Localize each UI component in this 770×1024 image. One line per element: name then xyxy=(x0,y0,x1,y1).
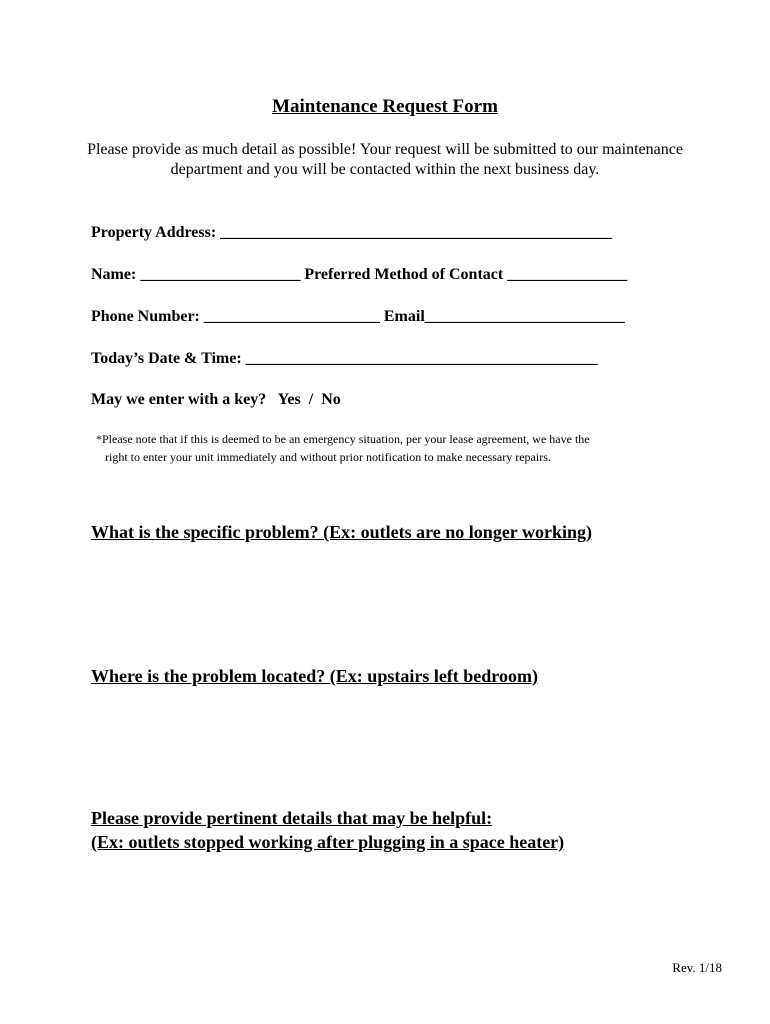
name-and-contact-field: Name: ____________________ Preferred Method of Contact _______________ xyxy=(91,266,628,283)
pertinent-details-line-2: (Ex: outlets stopped working after plugging in a space heater) xyxy=(91,832,565,852)
key-entry-question: May we enter with a key? Yes / No xyxy=(91,391,341,408)
problem-location-heading: Where is the problem located? (Ex: upstairs left bedroom) xyxy=(91,666,538,686)
property-address-field: Property Address: _________________________________________________ xyxy=(91,224,613,241)
form-intro xyxy=(40,140,730,180)
emergency-note-line-1: *Please note that if this is deemed to be an emergency situation, per your lease agreement, we have the xyxy=(96,432,590,446)
form-title: Maintenance Request Form xyxy=(272,96,498,117)
intro-line-1: Please provide as much detail as possible! Your request will be submitted to our maintenance xyxy=(87,141,683,158)
pertinent-details-heading xyxy=(91,806,564,854)
pertinent-details-line-1: Please provide pertinent details that may be helpful: xyxy=(91,808,493,828)
specific-problem-heading: What is the specific problem? (Ex: outlets are no longer working) xyxy=(91,522,592,542)
emergency-note-line-2: right to enter your unit immediately and without prior notification to make necessary repairs. xyxy=(105,450,551,464)
date-time-field: Today’s Date & Time: ____________________________________________ xyxy=(91,350,598,367)
intro-line-2: department and you will be contacted within the next business day. xyxy=(170,161,600,178)
emergency-note xyxy=(96,430,696,466)
phone-and-email-field: Phone Number: ______________________ Email_________________________ xyxy=(91,308,625,325)
revision-label: Rev. 1/18 xyxy=(672,960,722,975)
